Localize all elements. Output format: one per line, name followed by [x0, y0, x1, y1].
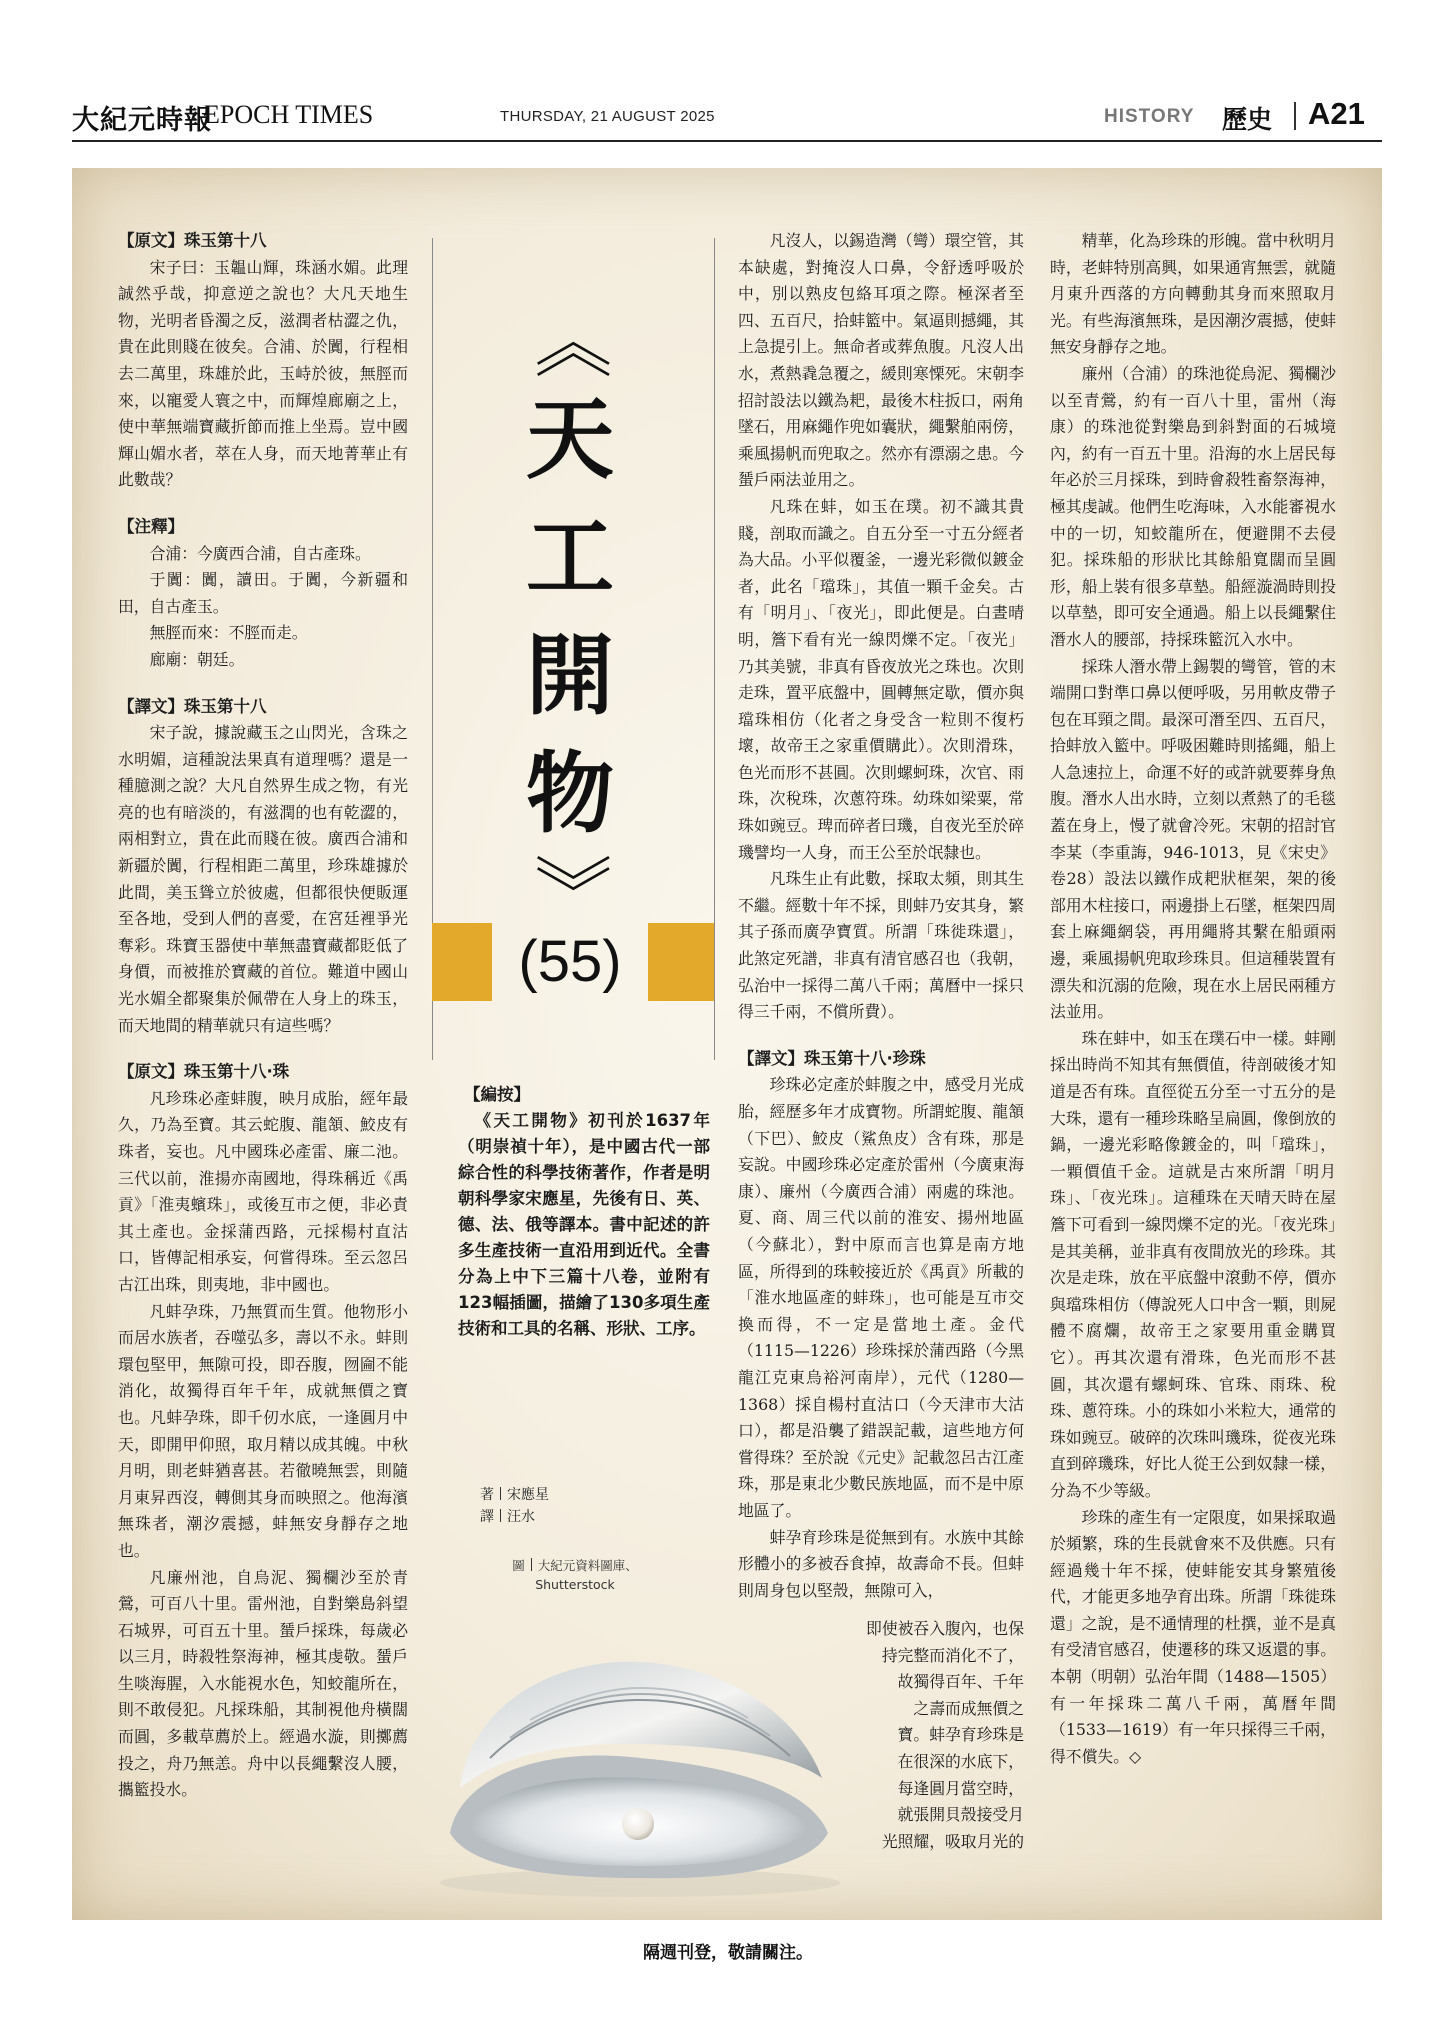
- editor-note-label: 【編按】: [464, 1085, 530, 1104]
- section-heading: 【原文】珠玉第十八·珠: [118, 1062, 290, 1082]
- footer-note: 隔週刊登，敬請關注。: [643, 1943, 813, 1963]
- text-line: 故獨得百年、千年: [897, 1672, 1024, 1692]
- column-4: [1050, 228, 1336, 1770]
- paragraph: 凡廉州池，自烏泥、獨欄沙至於青鶯，可百八十里。雷州池，自對樂島斜望石城界，可百五十里。蜑戶採珠，每歲必以三月，時殺牲祭海神，極其虔敬。蜑戶生啖海腥，入水能視水色，知蛟龍所在，則不敢侵犯。凡採珠船，其制視他舟橫闊而圓，多載草薦於上。經過水漩，則擲薦投之，舟乃無恙。舟中以長繩繫沒人腰，攜籃投水。: [118, 1567, 408, 1800]
- text-line: 即使被吞入腹內，也保: [866, 1619, 1024, 1638]
- image-credit: [485, 1556, 665, 1594]
- byline: [480, 1484, 549, 1528]
- title-char: 天: [525, 387, 614, 491]
- paragraph: 宋子說，據說藏玉之山閃光，含珠之水明媚，這種說法果真有道理嗎？還是一種臆測之說？大凡自然界生成之物，有光亮的也有暗淡的，有滋潤的也有乾澀的，兩相對立，貴在此而賤在彼。廣西合浦和新疆於闐，行程相距二萬里，珍珠雄據於此間，美玉聳立於彼處，但都很快便販運至各地，受到人們的喜愛，在宮廷裡爭光奪彩。珠寶玉器使中華無盡寶藏都貶低了身價，而被推於寶藏的首位。難道中國山光水媚全都聚集於佩帶在人身上的珠玉，而天地間的精華就只有這些嗎？: [118, 723, 408, 1035]
- text-line: 持完整而消化不了，: [881, 1645, 1024, 1665]
- title-char: 工: [525, 505, 614, 609]
- section-divider: [1294, 102, 1296, 130]
- section-heading: 【譯文】珠玉第十八·珍珠: [738, 1048, 926, 1068]
- accent-block: [648, 923, 714, 1001]
- author-name: 宋應星: [507, 1487, 549, 1503]
- annotation: 無脛而來：不脛而走。: [149, 623, 308, 643]
- section-name-en: HISTORY: [1104, 106, 1195, 127]
- column-1: [118, 228, 408, 1804]
- masthead: [72, 96, 1382, 140]
- text-line: 就張開貝殼接受月: [897, 1805, 1024, 1825]
- paragraph: 宋子曰：玉韞山輝，珠涵水媚。此理誠然乎哉，抑意逆之說也？大凡天地生物，光明者昏濁之反，滋潤者枯澀之仇，貴在此則賤在彼矣。合浦、於闐，行程相去二萬里，珠雄於此，玉峙於彼，無脛而來，以寵愛人寰之中，而輝煌廊廟之上，使中華無端寶藏折節而推上坐焉。豈中國輝山媚水者，萃在人身，而天地菁華止有此數哉？: [118, 257, 408, 490]
- page-number: A21: [1308, 96, 1365, 131]
- annotation: 廊廟：朝廷。: [149, 649, 245, 669]
- column-3: [738, 228, 1024, 1604]
- author-label: 著: [480, 1487, 494, 1503]
- editor-note-body: 《天工開物》初刊於1637年（明崇禎十年），是中國古代一部綜合性的科學技術著作，作者是明朝科學家宋應星，先後有日、英、德、法、俄等譯本。書中記述的許多生產技術一直沿用到近代。全書分為上中下三篇十八卷，並附有123幅插圖，描繪了130多項生產技術和工具的名稱、形狀、工序。: [458, 1111, 710, 1338]
- paragraph: 凡蚌孕珠，乃無質而生質。他物形小而居水族者，吞噬弘多，壽以不永。蚌則環包堅甲，無隙可投，即吞腹，囫圇不能消化，故獨得百年千年，成就無價之寶也。凡蚌孕珠，即千仞水底，一逢圓月中天，即開甲仰照，取月精以成其魄。中秋月明，則老蚌猶喜甚。若徹曉無雲，則隨月東昇西沒，轉側其身而映照之。他海濱無珠者，潮汐震撼，蚌無安身靜存之地也。: [118, 1301, 408, 1560]
- issue-number: (55): [518, 929, 622, 994]
- paragraph: 凡珠在蚌，如玉在璞。初不識其貴賤，剖取而識之。自五分至一寸五分經者為大品。小平似覆釜，一邊光彩微似鍍金者，此名「璫珠」，其值一顆千金矣。古有「明月」、「夜光」，即此便是。白晝晴明，簷下看有光一線閃爍不定。「夜光」乃其美號，非真有昏夜放光之珠也。次則走珠，置平底盤中，圓轉無定歇，價亦與璫珠相仿（化者之身受含一粒則不復朽壞，故帝王之家重價購此）。次則滑珠，色光而形不甚圓。次則螺蚵珠，次官、雨珠，次稅珠，次蔥符珠。幼珠如梁粟，常珠如豌豆。琕而碎者曰璣，自夜光至於碎璣譬均一人身，而王公至於氓隸也。: [738, 496, 1024, 862]
- text-line: 在很深的水底下，: [897, 1751, 1024, 1771]
- paragraph: 廉州（合浦）的珠池從烏泥、獨欄沙以至青鶯，約有一百八十里，雷州（海康）的珠池從對樂島到斜對面的石城境內，約有一百五十里。沿海的水上居民每年必於三月採珠，到時會殺牲畜祭海神，極其虔誠。他們生吃海味，入水能審視水中的一切，知蛟龍所在，便避開不去侵犯。採珠船的形狀比其餘船寬闊而呈圓形，船上裝有很多草墊。船經漩渦時則投以草墊，即可安全通過。船上以長繩繫住潛水人的腰部，持採珠籃沉入水中。: [1050, 363, 1336, 649]
- title-char: 物: [525, 741, 614, 845]
- paragraph: 採珠人潛水帶上錫製的彎管，管的末端開口對準口鼻以便呼吸，另用軟皮帶子包在耳頸之間。最深可潛至四、五百尺，拾蚌放入籃中。呼吸困難時則搖繩，船上人急速拉上，命運不好的或許就要葬身魚腹。潛水人出水時，立刻以煮熱了的毛毯蓋在身上，慢了就會冷死。宋朝的招討官李某（李重誨，946-1013，見《宋史》卷28）設法以鐵作成耙狀框架，架的後部用木柱接口，兩邊掛上石墜，框架四周套上麻繩網袋，再用繩將其繫在船頭兩邊，乘風揚帆兜取珍珠貝。但這種裝置有漂失和沉溺的危險，現在水上居民兩種方法並用。: [1050, 656, 1336, 1022]
- annotation: 合浦：今廣西合浦，自古產珠。: [149, 543, 371, 563]
- section-heading: 【譯文】珠玉第十八: [118, 696, 267, 716]
- title-open-bracket: 《: [525, 300, 615, 379]
- image-credit-source: 大紀元資料圖庫、Shutterstock: [535, 1558, 638, 1592]
- translator-label: 譯: [480, 1509, 494, 1525]
- title-close-bracket: 》: [525, 852, 615, 931]
- oyster-pearl-image: [430, 1628, 850, 1904]
- paragraph: 凡珠生止有此數，採取太頻，則其生不繼。經數十年不採，則蚌乃安其身，繁其子孫而廣孕寶質。所謂「珠徙珠還」，此煞定死譜，非真有清官感召也（我朝，弘治中一採得二萬八千兩；萬曆中一採只得三千兩，不償所費）。: [738, 869, 1024, 1022]
- issue-number-band: [432, 923, 714, 1001]
- issue-date: THURSDAY, 21 AUGUST 2025: [500, 108, 715, 125]
- paragraph: 凡沒人，以錫造灣（彎）環空管，其本缺處，對掩沒人口鼻，令舒透呼吸於中，別以熟皮包絡耳項之際。極深者至四、五百尺，拾蚌籃中。氣逼則撼繩，其上急提引上。無命者或葬魚腹。凡沒人出水，煮熱毳急覆之，緩則寒慄死。宋朝李招討設法以鐵為耙，最後木柱扳口，兩角墜石，用麻繩作兜如囊狀，繩繫舶兩傍，乘風揚帆而兜取之。然亦有漂溺之患。今蜑戶兩法並用之。: [738, 231, 1024, 490]
- text-line: 光照耀，吸取月光的: [881, 1831, 1024, 1851]
- image-credit-label: 圖: [512, 1558, 525, 1573]
- paper-name-zh: 大紀元時報: [72, 105, 212, 136]
- paragraph: 珍珠的產生有一定限度，如果採取過於頻繁，珠的生長就會來不及供應。只有經過幾十年不採，使蚌能安其身繁殖後代，才能更多地孕育出珠。所謂「珠徙珠還」之說，是不通情理的杜撰，並不是真有受清官感召，使遷移的珠又返還的事。本朝（明朝）弘治年間（1488—1505）有一年採珠二萬八千兩，萬曆年間（1533—1619）有一年只採得三千兩，得不償失。◇: [1050, 1507, 1336, 1766]
- paragraph: 蚌孕育珍珠是從無到有。水族中其餘形體小的多被吞食掉，故壽命不長。但蚌則周身包以堅殼，無隙可入，: [738, 1527, 1024, 1600]
- text-line: 寶。蚌孕育珍珠是: [897, 1725, 1024, 1745]
- paragraph: 珠在蚌中，如玉在璞石中一樣。蚌剛採出時尚不知其有無價值，待剖破後才知道是否有珠。直徑從五分至一寸五分的是大珠，還有一種珍珠略呈扁圓，像倒放的鍋，一邊光彩略像鍍金的，叫「璫珠」，一顆價值千金。這就是古來所謂「明月珠」、「夜光珠」。這種珠在天晴天時在屋簷下可看到一線閃爍不定的光。「夜光珠」是其美稱，並非真有夜間放光的珍珠。其次是走珠，放在平底盤中滾動不停，價亦與璫珠相仿（傳說死人口中含一顆，則屍體不腐爛，故帝王之家要用重金購買它）。再其次還有滑珠，色光而形不甚圓，其次還有螺蚵珠、官珠、雨珠、稅珠、蔥符珠。小的珠如小米粒大，通常的珠如豌豆。破碎的次珠叫璣珠，從夜光珠直到碎璣珠，好比人從王公到奴隸一樣，分為不少等級。: [1050, 1028, 1336, 1500]
- column-rule: [714, 238, 715, 1060]
- annotation: 于闐：闐，讀田。于闐，今新疆和田，自古產玉。: [118, 570, 408, 616]
- paragraph: 凡珍珠必產蚌腹，映月成胎，經年最久，乃為至寶。其云蛇腹、龍頷、鮫皮有珠者，妄也。凡中國珠必產雷、廉二池。三代以前，淮揚亦南國地，得珠稱近《禹貢》「淮夷蠙珠」，或後互市之便，非必責其土產也。金採蒲西路，元採楊村直沽口，皆傳記相承妄，何嘗得珠。至云忽呂古江出珠，則夷地，非中國也。: [118, 1088, 408, 1294]
- section-heading: 【原文】珠玉第十八: [118, 231, 267, 250]
- text-line: 之壽而成無價之: [913, 1698, 1024, 1718]
- article-title: [490, 300, 650, 932]
- paragraph: 珍珠必定產於蚌腹之中，感受月光成胎，經歷多年才成寶物。所謂蛇腹、龍頷（下巴）、鮫皮（鯊魚皮）含有珠，那是妄說。中國珍珠必定產於雷州（今廣東海康）、廉州（今廣西合浦）兩處的珠池。夏、商、周三代以前的淮安、揚州地區（今蘇北），對中原而言也算是南方地區，所得到的珠較接近於《禹貢》所載的「淮水地區產的蚌珠」，也可能是互市交換而得，不一定是當地土產。金代（1115—1226）珍珠採於蒲西路（今黑龍江克東烏裕河南岸），元代（1280—1368）採自楊村直沽口（今天津市大沽口），都是沿襲了錯誤記載，這些地方何嘗得珠？至於說《元史》記載忽呂古江產珠，那是東北少數民族地區，而不是中原地區了。: [738, 1075, 1024, 1520]
- paragraph: 精華，化為珍珠的形魄。當中秋明月時，老蚌特別高興，如果通宵無雲，就隨月東升西落的方向轉動其身而來照取月光。有些海濱無珠，是因潮汐震撼，使蚌無安身靜存之地。: [1050, 231, 1336, 357]
- pearl: [622, 1808, 654, 1840]
- editor-note: [458, 1082, 710, 1342]
- paper-name-en: EPOCH TIMES: [204, 100, 374, 129]
- text-line: 每逢圓月當空時，: [897, 1778, 1024, 1798]
- accent-block: [432, 923, 492, 1001]
- header-rule: [72, 140, 1382, 142]
- section-name-zh: 歷史: [1222, 105, 1273, 134]
- section-heading: 【注釋】: [118, 516, 184, 536]
- translator-name: 汪水: [507, 1509, 535, 1525]
- title-char: 開: [525, 623, 614, 727]
